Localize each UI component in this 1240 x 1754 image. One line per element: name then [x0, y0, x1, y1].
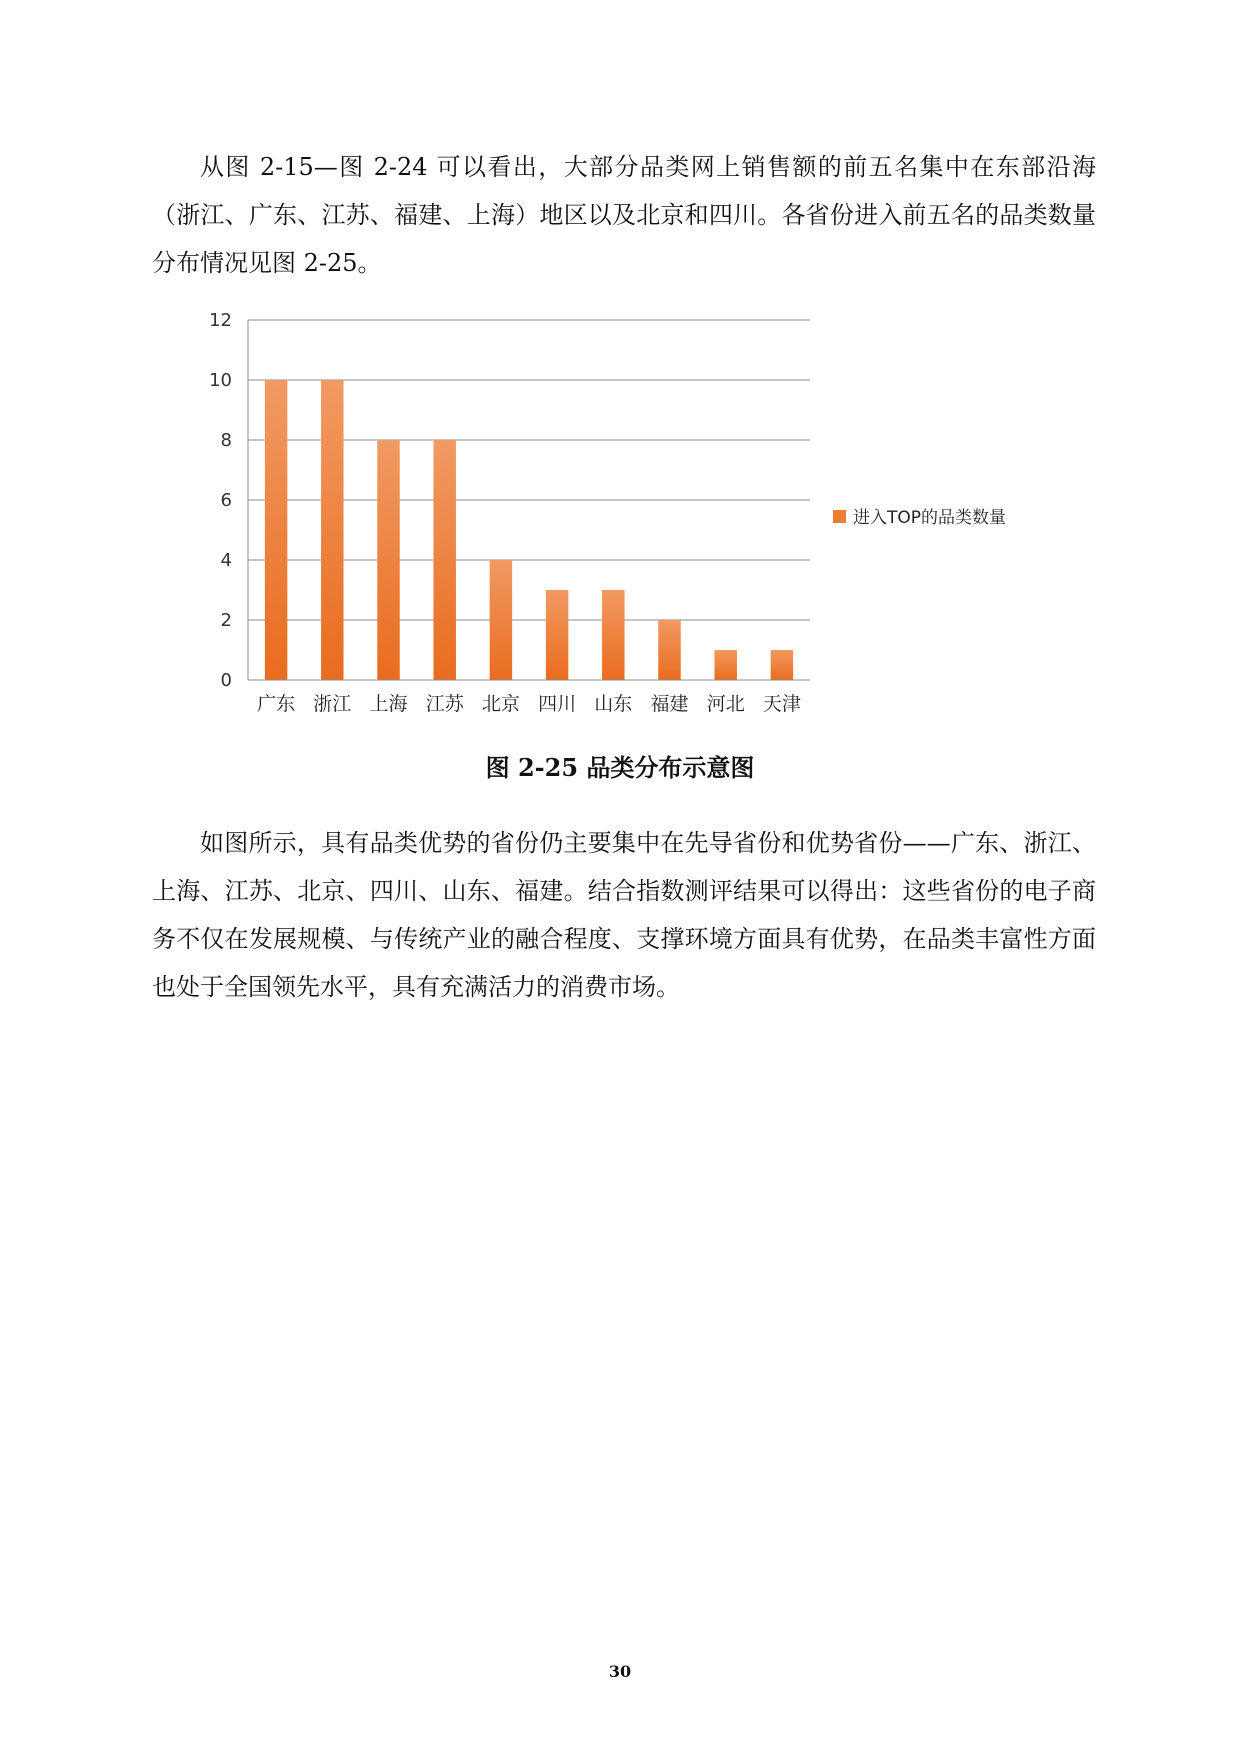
- x-tick-label: 四川: [538, 693, 577, 715]
- figure-caption: 图 2-25 品类分布示意图: [485, 753, 755, 782]
- bar: [265, 380, 287, 680]
- bar: [490, 560, 512, 680]
- bar: [546, 590, 568, 680]
- intro-paragraph: 从图 2-15—图 2-24 可以看出，大部分品类网上销售额的前五名集中在东部沿海（浙江、广东、江苏、福建、上海）地区以及北京和四川。各省份进入前五名的品类数量分布情况见图 2-25。: [152, 153, 1096, 277]
- y-tick-label: 8: [220, 430, 232, 451]
- x-tick-label: 上海: [369, 693, 408, 715]
- legend-swatch: [833, 510, 846, 523]
- x-tick-label: 江苏: [425, 693, 464, 715]
- x-tick-label: 北京: [481, 693, 520, 715]
- x-tick-label: 河北: [706, 693, 745, 715]
- page-number: 30: [608, 1662, 632, 1681]
- x-tick-label: 山东: [594, 693, 633, 715]
- y-tick-label: 10: [209, 370, 232, 391]
- category-distribution-chart: [196, 298, 1056, 728]
- x-axis-ticks: [257, 693, 801, 715]
- chart-legend: [833, 508, 1006, 528]
- bar: [377, 440, 399, 680]
- y-axis-ticks: [209, 310, 232, 691]
- y-tick-label: 6: [220, 490, 232, 511]
- bar: [433, 440, 455, 680]
- legend-label: 进入TOP的品类数量: [853, 508, 1007, 528]
- y-tick-label: 0: [220, 670, 232, 691]
- bar: [658, 620, 680, 680]
- bar: [714, 650, 736, 680]
- x-tick-label: 浙江: [313, 693, 352, 715]
- y-tick-label: 4: [220, 550, 232, 571]
- x-tick-label: 广东: [257, 693, 296, 715]
- y-tick-label: 12: [209, 310, 232, 331]
- y-tick-label: 2: [220, 610, 232, 631]
- x-tick-label: 天津: [762, 693, 801, 715]
- analysis-paragraph: 如图所示，具有品类优势的省份仍主要集中在先导省份和优势省份——广东、浙江、上海、江苏、北京、四川、山东、福建。结合指数测评结果可以得出：这些省份的电子商务不仅在发展规模、与传统产业的融合程度、支撑环境方面具有优势，在品类丰富性方面也处于全国领先水平，具有充满活力的消费市场。: [152, 829, 1096, 1001]
- bar: [771, 650, 793, 680]
- bar: [602, 590, 624, 680]
- bar: [321, 380, 343, 680]
- x-tick-label: 福建: [650, 693, 689, 715]
- bars: [265, 380, 793, 680]
